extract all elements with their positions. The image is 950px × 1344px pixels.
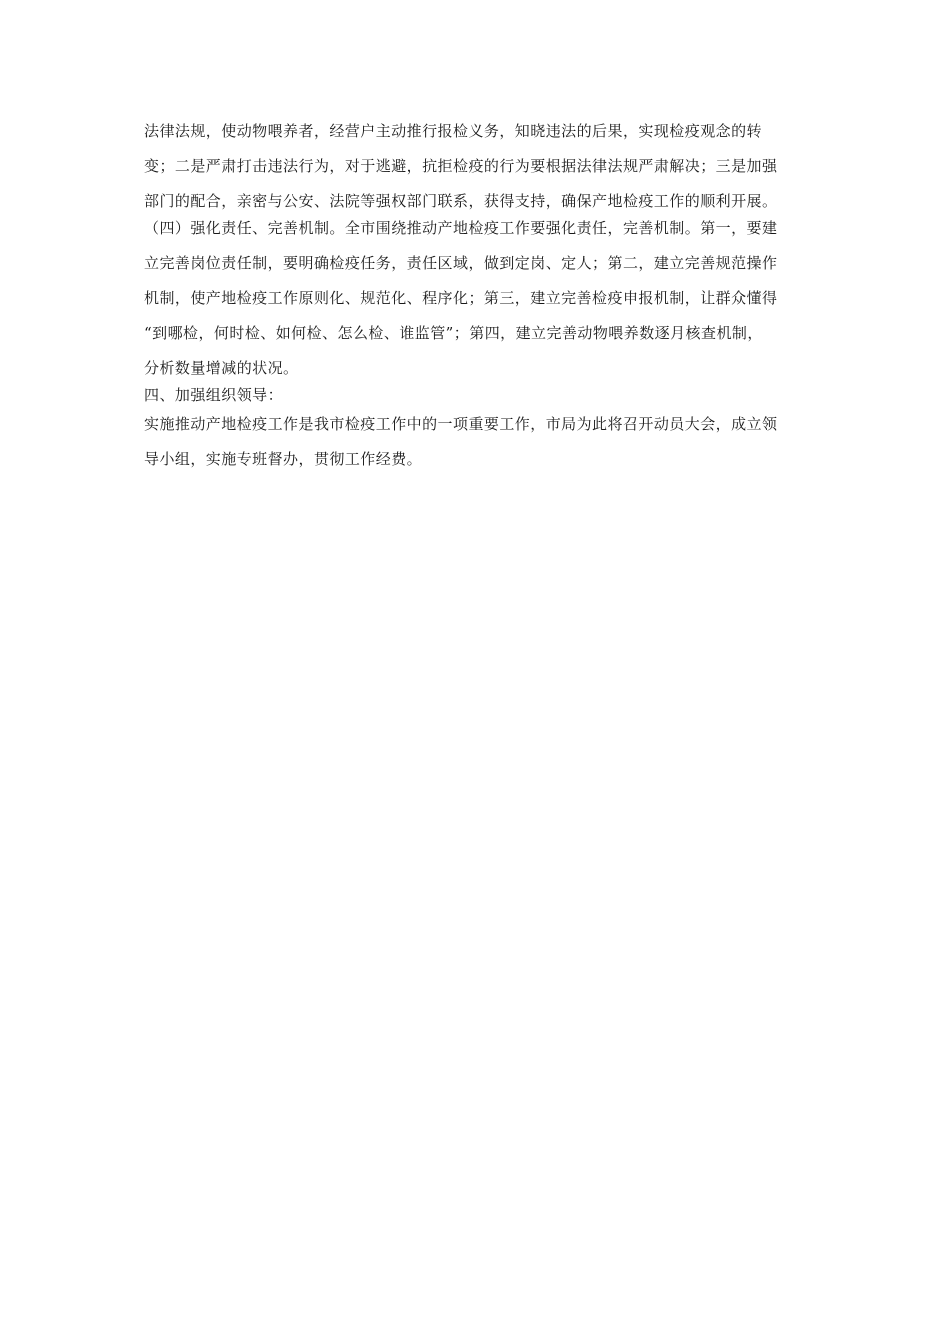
- paragraph-line-7: “到哪检，何时检、如何检、怎么检、谁监管”；第四，建立完善动物喂养数逐月核查机制，: [144, 324, 763, 342]
- section-heading-four: （四）强化责任、完善机制。全市围绕推动产地检疫工作要强化责任，完善机制。第一，要建: [144, 219, 778, 237]
- paragraph-line-2: 变；二是严肃打击违法行为，对于逃避，抗拒检疫的行为要根据法律法规严肃解决；三是加强: [144, 157, 778, 175]
- paragraph-line-6: 机制，使产地检疫工作原则化、规范化、程序化；第三，建立完善检疫申报机制，让群众懂得: [144, 289, 778, 307]
- document-body: [144, 121, 804, 469]
- paragraph-line-11: 导小组，实施专班督办，贯彻工作经费。: [144, 450, 423, 468]
- paragraph-line-3: 部门的配合，亲密与公安、法院等强权部门联系，获得支持，确保产地检疫工作的顺利开展。: [144, 192, 778, 210]
- paragraph-line-8: 分析数量增减的状况。: [144, 359, 299, 377]
- paragraph-line-10: 实施推动产地检疫工作是我市检疫工作中的一项重要工作，市局为此将召开动员大会，成立领: [144, 415, 778, 433]
- section-heading-strengthen-leadership: 四、加强组织领导：: [144, 386, 284, 404]
- paragraph-line-5: 立完善岗位责任制，要明确检疫任务，责任区域，做到定岗、定人；第二，建立完善规范操作: [144, 254, 778, 272]
- paragraph-line-1: 法律法规，使动物喂养者，经营户主动推行报检义务，知晓违法的后果，实现检疫观念的转: [144, 122, 763, 140]
